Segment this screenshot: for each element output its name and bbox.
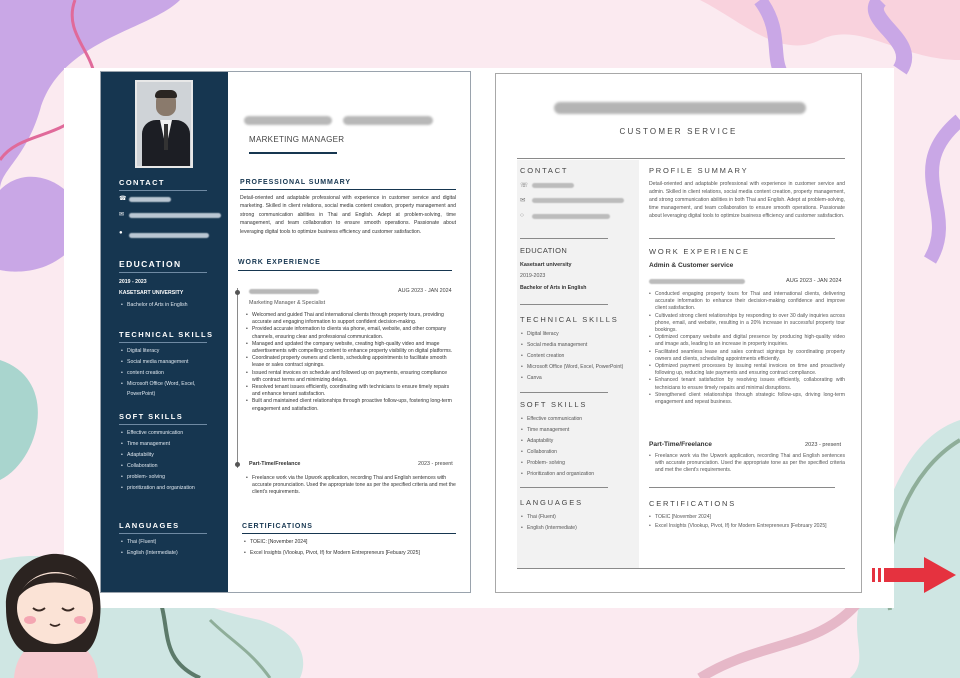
list-item: • Issued rental invoices on schedule and followed up on payments, ensuring compliance with contract terms and minimizing delays. [252, 370, 456, 384]
list-item: • Social media management [127, 359, 188, 366]
name-redacted [554, 102, 806, 114]
job-role: CUSTOMER SERVICE [619, 127, 738, 136]
contact-heading: CONTACT [520, 166, 569, 175]
job2-dates: 2023 - present [805, 442, 842, 448]
profile-text: Detail-oriented and adaptable professional with experience in customer service and admin. Skilled in client relations, social media content creation, property management, and strong communication abilities in both Thai and English. Adept at problem-solving, time management, and team collaboration to ensure smooth operations. Passionate about leveraging digital tools to optimize business efficiency and customer satisfaction. [649, 181, 845, 219]
list-item: • Managed and updated the company website, creating high-quality video and image advertisements with compelling content to enhance property visibility on digital platforms. [252, 341, 456, 355]
list-item: • Content creation [527, 353, 564, 360]
job1-title: Marketing Manager & Specialist [249, 300, 326, 306]
list-item: • Collaboration [527, 449, 557, 456]
education-school: Kasetsart university [520, 262, 572, 268]
email-redacted [532, 198, 624, 203]
profile-photo [135, 80, 193, 168]
divider [649, 487, 835, 488]
summary-text: Detail-oriented and adaptable professional with experience in customer service and digital marketing. Skilled in client relations, social media content creation, property management and strong communication abilities in Thai and English. Adept at problem-solving, time management, and team collaboration to ensure smooth operations. Passionate about leveraging digital tools to optimize business efficiency and customer satisfaction. [240, 195, 456, 235]
next-arrow-icon[interactable] [868, 555, 960, 595]
timeline-line [237, 288, 238, 468]
list-item: • Time management [127, 441, 170, 448]
list-item: • Digital literacy [127, 348, 159, 355]
email-redacted [129, 213, 221, 218]
list-item: • Social media management [527, 342, 587, 349]
divider [119, 190, 207, 191]
list-item: • content creation [127, 370, 164, 377]
certifications-heading: CERTIFICATIONS [242, 523, 313, 530]
list-item: • Thai (Fluent) [127, 539, 156, 546]
list-item: • Welcomed and guided Thai and international clients through property tours, providing accurate and engaging information to support confident decision-making. [252, 312, 456, 326]
list-item: • Coordinated property owners and clients, scheduling appointments to facilitate smooth lease or sales contract signings. [252, 355, 456, 369]
education-years: 2019 - 2023 [119, 279, 147, 285]
list-item: • Resolved tenant issues efficiently, coordinating with technicians to ensure timely repairs and enhance tenant satisfaction. [252, 384, 456, 398]
list-item: • Conducted engaging property tours for Thai and international clients, delivering accurate information to enhance their decision-making confidence and improve client satisfaction. [655, 291, 845, 313]
phone-redacted [129, 197, 171, 202]
divider [119, 342, 207, 343]
list-item: • Adaptability [127, 452, 154, 459]
list-item: • Optimized payment processes by issuing rental invoices on time and proactively following up, reducing late payments and ensuring contract compliance. [655, 363, 845, 377]
work-heading: WORK EXPERIENCE [649, 247, 750, 256]
job2-title: Part-Time/Freelance [649, 441, 712, 448]
address-redacted [129, 233, 209, 238]
list-item: • Collaboration [127, 463, 158, 470]
list-item: • Effective communication [127, 430, 183, 437]
resume1-sidebar [101, 72, 228, 592]
list-item: • Excel Insights (Vlookup, Pivot, If) for Modern Entrepreneurs [Febuary 2025] [250, 550, 456, 557]
divider [119, 533, 207, 534]
resume-customer-service [495, 73, 862, 593]
list-item: • Enhanced tenant satisfaction by resolving issues efficiently, collaborating with technicians to ensure timely repairs and minimal disruptions. [655, 377, 845, 391]
divider [517, 158, 845, 159]
list-item: • Optimized company website and digital presence by producing high-quality video and image ads, leading to an increase in property inquiries. [655, 334, 845, 348]
list-item: • Thai (Fluent) [527, 514, 556, 521]
list-item: • prioritization and organization [127, 485, 195, 492]
job1-bullets [655, 291, 845, 406]
education-degree: • Bachelor of Arts in English [127, 302, 188, 309]
divider [242, 533, 456, 534]
job1-dates: AUG 2023 - JAN 2024 [398, 288, 452, 294]
resume1-main [228, 72, 471, 592]
name-redacted [244, 116, 332, 125]
education-heading: EDUCATION [119, 259, 182, 269]
divider [238, 270, 452, 271]
education-degree: Bachelor of Arts in English [520, 285, 587, 291]
contact-heading: CONTACT [119, 178, 165, 187]
phone-icon: ☏ [520, 182, 529, 189]
job1-bullets [252, 312, 456, 413]
profile-heading: PROFILE SUMMARY [649, 166, 749, 175]
list-item: • English (Intermediate) [527, 525, 577, 532]
list-item: • Cultivated strong client relationships by responding to over 30 daily inquiries across phone, email, and website, resulting in a 20% increase in successful property tour bookings. [655, 313, 845, 335]
divider [240, 189, 456, 190]
list-item: • Canva [527, 375, 542, 382]
address-redacted [532, 214, 610, 219]
timeline-dot [235, 462, 240, 467]
list-item: • Problem- solving [527, 460, 565, 467]
divider [520, 392, 608, 393]
list-item: • Microsoft Office (Word, Excel, PowerPoint) [527, 364, 623, 371]
job-role: MARKETING MANAGER [249, 135, 345, 144]
languages-heading: LANGUAGES [520, 498, 583, 507]
company-redacted [249, 289, 319, 294]
divider [649, 238, 835, 239]
company-redacted [649, 279, 745, 284]
list-item: • Digital literacy [527, 331, 559, 338]
phone-redacted [532, 183, 574, 188]
timeline-dot [235, 290, 240, 295]
list-item: • Adaptability [527, 438, 553, 445]
list-item: • Freelance work via the Upwork application, recording Thai and English sentences with accurate pronunciation. Used the appropriate tone as per the specified criteria and met the client's requirements. [252, 475, 456, 497]
job2-title: Part-Time/Freelance [249, 461, 301, 467]
list-item: • Effective communication [527, 416, 582, 423]
education-heading: EDUCATION [520, 246, 568, 255]
technical-skills-heading: TECHNICAL SKILLS [119, 330, 214, 339]
divider [520, 487, 608, 488]
list-item: • TOEIC [November 2024] [655, 514, 845, 521]
list-item: • Prioritization and organization [527, 471, 594, 478]
name-redacted [343, 116, 433, 125]
location-icon: ○ [520, 212, 524, 219]
title-underline [249, 152, 337, 154]
girl-mascot-icon [0, 548, 112, 678]
divider [520, 304, 608, 305]
education-years: 2019-2023 [520, 273, 546, 279]
email-icon: ✉ [520, 197, 526, 204]
education-school: KASETSART UNIVERSITY [119, 290, 184, 296]
list-item: • problem- solving [127, 474, 165, 481]
list-item: • Excel Insights (Vlookup, Pivot, If) for Modern Entrepreneurs [February 2025] [655, 523, 845, 530]
list-item: • Provided accurate information to clients via phone, email, website, and other company channels, ensuring clear and professional communication. [252, 326, 456, 340]
list-item: • TOEIC: [November 2024] [250, 539, 456, 546]
work-heading: WORK EXPERIENCE [238, 259, 321, 266]
location-icon: ● [119, 230, 123, 236]
divider [119, 424, 207, 425]
divider [517, 568, 845, 569]
summary-heading: PROFESSIONAL SUMMARY [240, 179, 351, 186]
list-item: • English (Intermediate) [127, 550, 178, 557]
phone-icon: ☎ [119, 196, 127, 202]
divider [520, 238, 608, 239]
resume-marketing-manager [100, 71, 471, 593]
job2-dates: 2023 - present [418, 461, 453, 467]
soft-skills-heading: SOFT SKILLS [520, 400, 588, 409]
list-item: • Facilitated seamless lease and sales contract signings by coordinating property owners and clients, scheduling appointments efficiently. [655, 349, 845, 363]
list-item: • Time management [527, 427, 569, 434]
list-item: • Strengthened client relationships through strategic follow-ups, driving long-term engagement and repeat business. [655, 392, 845, 406]
email-icon: ✉ [119, 212, 125, 218]
list-item-continued: PowerPoint) [127, 391, 156, 397]
list-item: • Built and maintained client relationships through proactive follow-ups, fostering long-term engagement and satisfaction. [252, 398, 456, 412]
list-item: • Microsoft Office (Word, Excel, [127, 381, 195, 388]
technical-skills-heading: TECHNICAL SKILLS [520, 315, 619, 324]
divider [119, 272, 207, 273]
soft-skills-heading: SOFT SKILLS [119, 412, 184, 421]
certifications-heading: CERTIFICATIONS [649, 499, 737, 508]
job1-title: Admin & Customer service [649, 262, 734, 269]
job1-dates: AUG 2023 - JAN 2024 [786, 278, 842, 284]
languages-heading: LANGUAGES [119, 521, 180, 530]
list-item: • Freelance work via the Upwork application, recording Thai and English sentences with accurate pronunciation. Used the appropriate tone as per the specified criteria and met the client's requirements. [655, 453, 845, 475]
